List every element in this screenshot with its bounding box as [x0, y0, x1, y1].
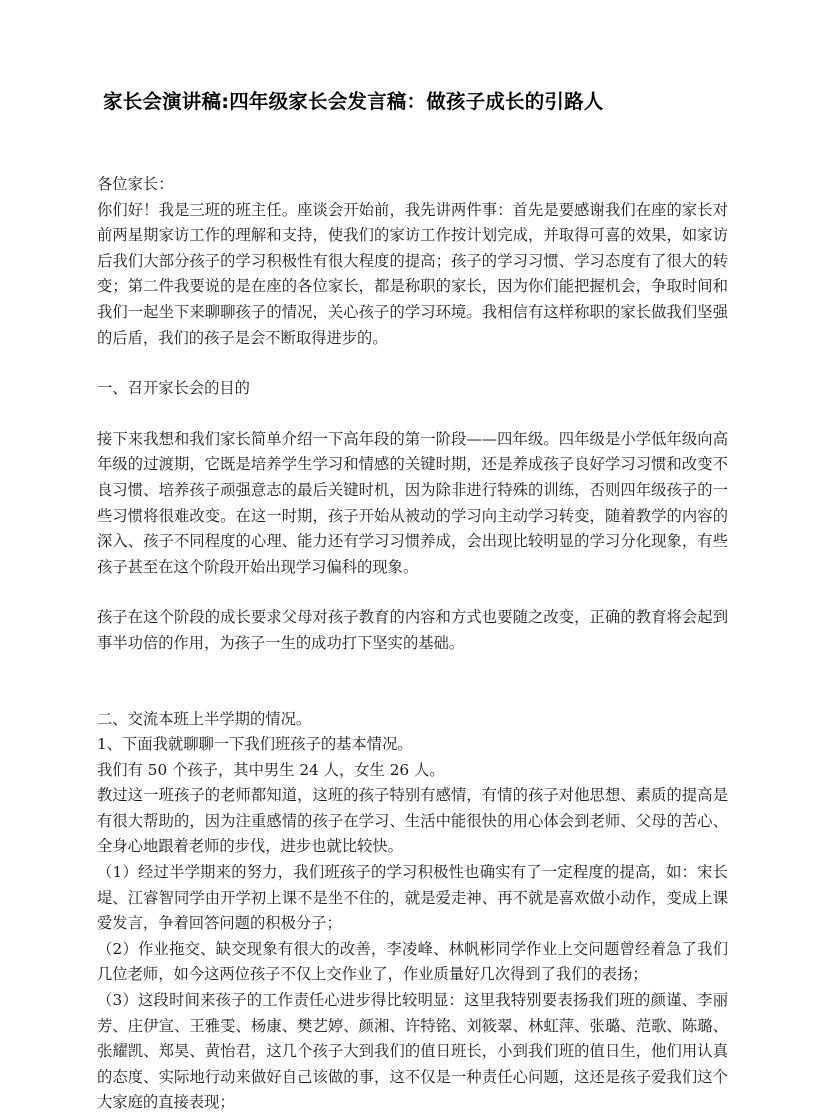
opening-paragraph: 你们好！我是三班的班主任。座谈会开始前，我先讲两件事：首先是要感谢我们在座的家长对前两星期家访工作的理解和支持，使我们的家访工作按计划完成，并取得可喜的效果，如家访后我们大部分孩子的学习积极性有很大程度的提高；孩子的学习习惯、学习态度有了很大的转变；第二件我要说的是在座的各位家长，都是称职的家长，因为你们能把握机会，争取时间和我们一起坐下来聊聊孩子的情况，关心孩子的学习环境。我相信有这样称职的家长做我们坚强的后盾，我们的孩子是会不断取得进步的。: [97, 200, 728, 347]
spacer-between-section-one-paragraphs: [97, 580, 728, 605]
section-two-heading: 二、交流本班上半学期的情况。: [97, 709, 312, 728]
title-spacer: [97, 116, 728, 172]
salutation: 各位家长：: [97, 175, 174, 193]
section-two-point-3: （3）这段时间来孩子的工作责任心进步得比较明显：这里我特别要表扬我们班的颜谨、李丽芳、庄伊宣、王雅雯、杨康、樊艺婷、颜湘、许特铭、刘筱翠、林虹萍、张璐、范歌、陈璐、张耀凯、郑昊、黄怡君，这几个孩子大到我们的值日班长，小到我们班的值日生，他们用认真的态度、实际地行动来做好自己该做的事，这不仅是一种责任心问题，这还是孩子爱我们这个大家庭的直接表现；: [97, 991, 728, 1112]
section-two-item-1-heading: 1、下面我就聊聊一下我们班孩子的基本情况。: [97, 735, 413, 754]
spacer-before-section-two: [97, 657, 728, 707]
page-title: 家长会演讲稿:四年级家长会发言稿：做孩子成长的引路人: [103, 90, 604, 113]
section-one-paragraph-1: 接下来我想和我们家长简单介绍一下高年段的第一阶段——四年级。四年级是小学低年级向高年级的过渡期，它既是培养学生学习和情感的关键时期，还是养成孩子良好学习习惯和改变不良习惯、培养孩子顽强意志的最后关键时机，因为除非进行特殊的训练，否则四年级孩子的一些习惯将很难改变。在这一时期，孩子开始从被动的学习向主动学习转变，随着教学的内容的深入、孩子不同程度的心理、能力还有学习习惯养成，会出现比较明显的学习分化现象，有些孩子甚至在这个阶段开始出现学习偏科的现象。: [97, 429, 728, 576]
spacer-after-section-one-heading: [97, 402, 728, 427]
section-two-point-1: （1）经过半学期来的努力，我们班孩子的学习积极性也确实有了一定程度的提高，如：宋长堤、江睿智同学由开学初上课不是坐不住的，就是爱走神、再不就是喜欢做小动作，变成上课爱发言，争着回答问题的积极分子；: [97, 863, 728, 933]
class-size-line: 我们有 50 个孩子，其中男生 24 人，女生 26 人。: [97, 760, 445, 779]
spacer-before-section-one: [97, 351, 728, 376]
section-one-heading: 一、召开家长会的目的: [97, 379, 250, 398]
section-two-teachers-paragraph: 教过这一班孩子的老师都知道，这班的孩子特别有感情，有情的孩子对他思想、素质的提高是有很大帮助的，因为注重感情的孩子在学习、生活中能很快的用心体会到老师、父母的苦心、全身心地跟着老师的步伐，进步也就比较快。: [97, 786, 728, 856]
section-one-paragraph-2: 孩子在这个阶段的成长要求父母对孩子教育的内容和方式也要随之改变，正确的教育将会起到事半功倍的作用，为孩子一生的成功打下坚实的基础。: [97, 608, 728, 652]
section-two-point-2: （2）作业拖交、缺交现象有很大的改善，李凌峰、林帆彬同学作业上交问题曾经着急了我们几位老师，如今这两位孩子不仅上交作业了，作业质量好几次得到了我们的表扬；: [97, 939, 728, 984]
